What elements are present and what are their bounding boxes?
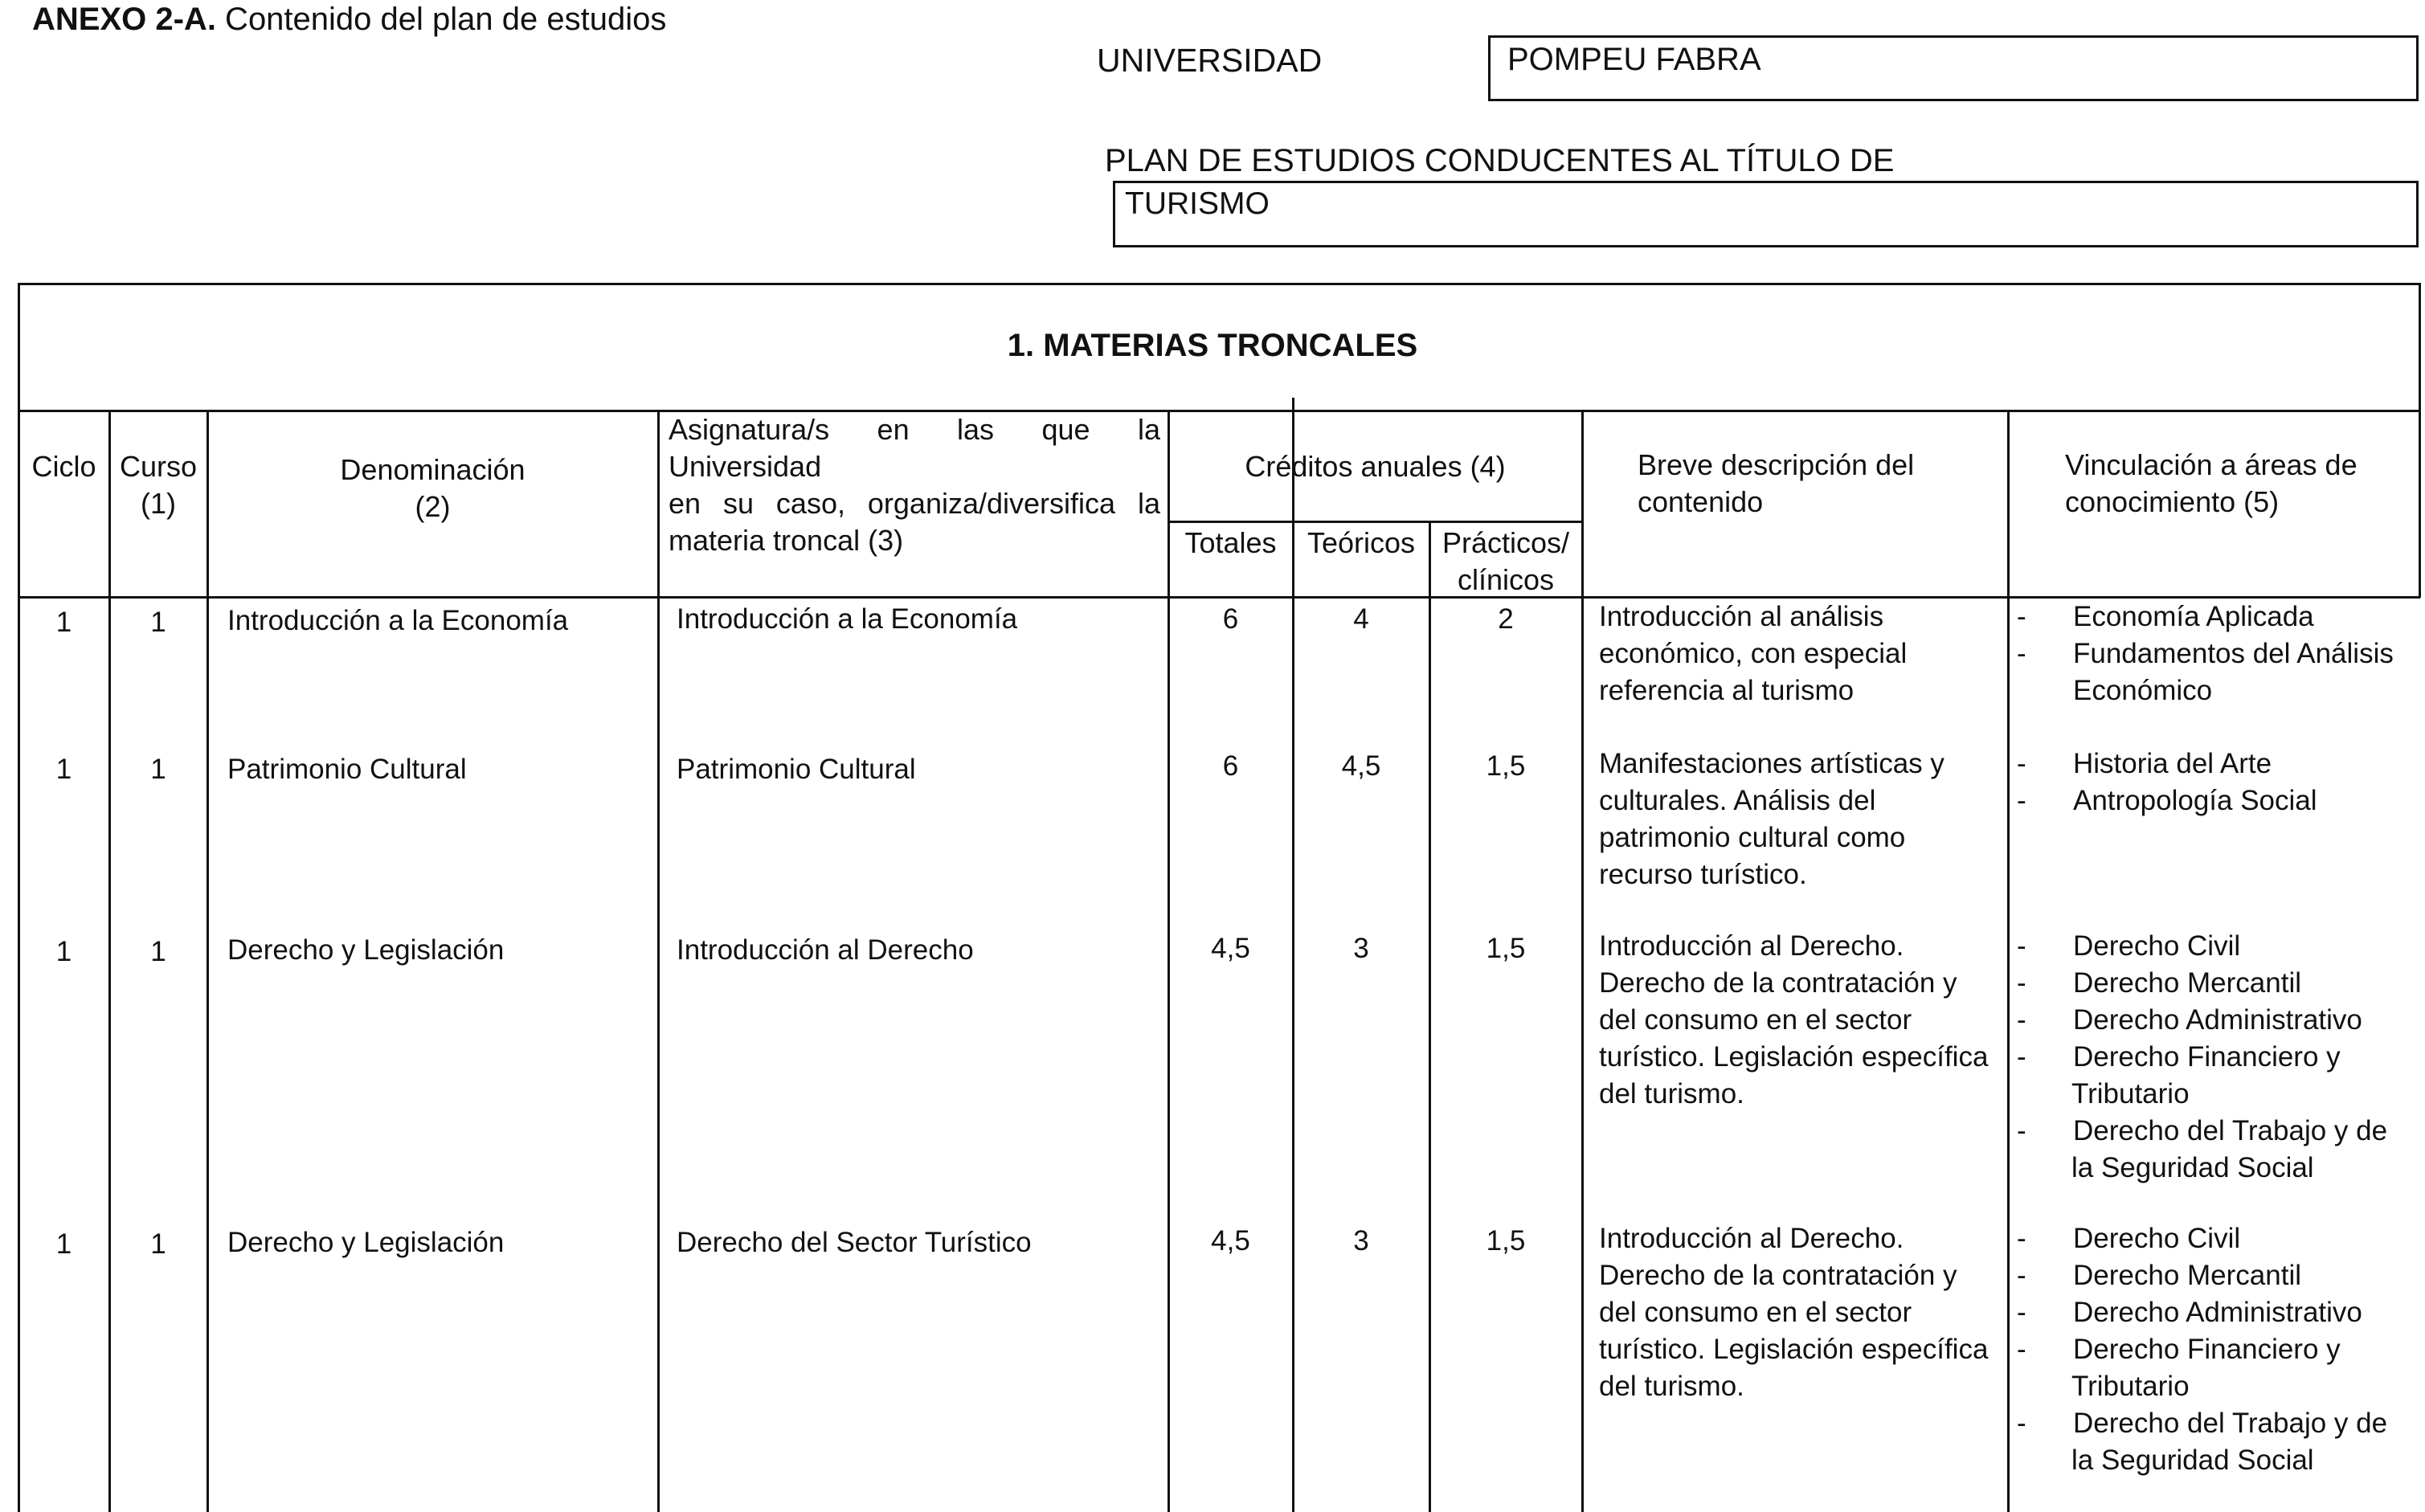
cell-totales: 6 — [1222, 603, 1239, 635]
header-teoricos: Teóricos — [1307, 526, 1416, 559]
cell-practicos: 1,5 — [1486, 933, 1526, 964]
descripcion-line: del turismo. — [1599, 1371, 1744, 1402]
header-descripcion — [1638, 447, 1999, 521]
header-practicos-line1: Prácticos/ — [1442, 526, 1570, 559]
descripcion-line: del turismo. — [1599, 1078, 1744, 1109]
cell-teoricos: 4,5 — [1341, 750, 1381, 782]
cell-areas — [2017, 746, 2415, 819]
header-denominacion-note: (2) — [415, 490, 451, 523]
header-practicos — [1430, 525, 1581, 599]
area-item-continued: la Seguridad Social — [2071, 1152, 2314, 1183]
cell-denominacion: Patrimonio Cultural — [227, 754, 467, 785]
cell-curso: 1 — [150, 936, 166, 967]
cell-denominacion: Derecho y Legislación — [227, 934, 505, 966]
section-title: 1. MATERIAS TRONCALES — [1007, 328, 1418, 363]
header-curso-note: (1) — [141, 487, 176, 520]
header-ciclo: Ciclo — [31, 450, 96, 483]
area-item: - Derecho Mercantil — [2017, 1257, 2415, 1294]
area-item: - Derecho Civil — [2017, 1220, 2415, 1257]
annex-title — [32, 0, 666, 39]
cell-denominacion: Introducción a la Economía — [227, 605, 569, 636]
descripcion-line: turístico. Legislación específica — [1599, 1041, 1989, 1073]
area-item: - Derecho Mercantil — [2017, 965, 2415, 1002]
descripcion-line: del consumo en el sector — [1599, 1297, 1912, 1328]
cell-teoricos: 3 — [1353, 1225, 1369, 1257]
cell-curso: 1 — [150, 1228, 166, 1260]
area-item: - Historia del Arte — [2017, 746, 2415, 783]
cell-areas — [2017, 928, 2415, 1076]
cell-asignatura: Derecho del Sector Turístico — [677, 1227, 1032, 1258]
header-curso — [110, 448, 207, 522]
area-item-continued: la Seguridad Social — [2071, 1445, 2314, 1476]
cell-descripcion — [1599, 1220, 2005, 1405]
descripcion-line: turístico. Legislación específica — [1599, 1334, 1989, 1365]
cell-areas — [2017, 599, 2415, 672]
cell-ciclo: 1 — [55, 936, 72, 967]
university-value: POMPEU FABRA — [1507, 42, 1761, 77]
cell-practicos: 1,5 — [1486, 750, 1526, 782]
cell-practicos: 2 — [1498, 603, 1514, 635]
cell-totales: 4,5 — [1211, 1225, 1250, 1257]
header-denominacion — [208, 452, 657, 525]
cell-descripcion — [1599, 928, 2005, 1113]
cell-descripcion — [1599, 599, 2005, 709]
cell-asignatura: Introducción al Derecho — [677, 934, 974, 966]
area-item-continued: Tributario — [2071, 1371, 2190, 1402]
area-item: - Economía Aplicada — [2017, 599, 2415, 635]
header-vinculacion — [2065, 447, 2419, 521]
header-asignatura — [669, 411, 1160, 559]
descripcion-line: Introducción al Derecho. — [1599, 1223, 1904, 1254]
plan-label: PLAN DE ESTUDIOS CONDUCENTES AL TÍTULO DE — [1105, 143, 1895, 178]
cell-ciclo: 1 — [55, 1228, 72, 1260]
annex-label: ANEXO 2-A. — [32, 2, 216, 37]
header-descripcion-line1: Breve descripción del — [1638, 448, 1915, 481]
area-item-continued: Tributario — [2071, 1078, 2190, 1109]
descripcion-line: del consumo en el sector — [1599, 1004, 1912, 1036]
header-curso-label: Curso — [119, 450, 198, 483]
area-item: - Derecho Financiero y — [2017, 1039, 2415, 1076]
cell-areas — [2017, 1405, 2415, 1442]
descripcion-line: Introducción al Derecho. — [1599, 930, 1904, 962]
cell-totales: 4,5 — [1211, 933, 1250, 964]
header-creditos: Créditos anuales (4) — [1245, 450, 1506, 483]
university-label: UNIVERSIDAD — [1097, 42, 1323, 79]
area-item: - Fundamentos del Análisis — [2017, 635, 2415, 672]
cell-teoricos: 3 — [1353, 933, 1369, 964]
descripcion-line: Derecho de la contratación y — [1599, 967, 1957, 999]
header-totales: Totales — [1184, 526, 1277, 559]
area-item: - Antropología Social — [2017, 783, 2415, 819]
cell-asignatura: Introducción a la Economía — [677, 603, 1018, 635]
cell-areas — [2017, 1113, 2415, 1150]
cell-curso: 1 — [150, 607, 166, 638]
cell-areas — [2017, 1220, 2415, 1368]
area-item: - Derecho Administrativo — [2017, 1294, 2415, 1331]
header-vinculacion-line1: Vinculación a áreas de — [2065, 448, 2358, 481]
descripcion-line: económico, con especial — [1599, 638, 1908, 669]
area-item: - Derecho Financiero y — [2017, 1331, 2415, 1368]
cell-totales: 6 — [1222, 750, 1239, 782]
cell-denominacion: Derecho y Legislación — [227, 1227, 505, 1258]
descripcion-line: referencia al turismo — [1599, 675, 1855, 706]
header-vinculacion-line2: conocimiento (5) — [2065, 485, 2280, 518]
area-item-continued: Económico — [2073, 675, 2213, 706]
cell-asignatura: Patrimonio Cultural — [677, 754, 916, 785]
header-asignatura-line2: en su caso, organiza/diversifica la — [669, 487, 1160, 520]
area-item: - Derecho del Trabajo y de — [2017, 1113, 2415, 1150]
cell-ciclo: 1 — [55, 607, 72, 638]
header-descripcion-line2: contenido — [1638, 485, 1764, 518]
header-asignatura-line3: materia troncal (3) — [669, 524, 904, 557]
header-asignatura-line1: Asignatura/s en las que la Universidad — [669, 413, 1160, 483]
descripcion-line: Derecho de la contratación y — [1599, 1260, 1957, 1291]
descripcion-line: Introducción al análisis — [1599, 601, 1884, 632]
annex-subtitle: Contenido del plan de estudios — [215, 2, 667, 37]
plan-value: TURISMO — [1125, 186, 1270, 221]
cell-descripcion — [1599, 746, 2005, 893]
cell-teoricos: 4 — [1353, 603, 1369, 635]
header-practicos-line2: clínicos — [1457, 563, 1555, 596]
descripcion-line: Manifestaciones artísticas y — [1599, 748, 1944, 779]
cell-practicos: 1,5 — [1486, 1225, 1526, 1257]
cell-curso: 1 — [150, 754, 166, 785]
descripcion-line: patrimonio cultural como — [1599, 822, 1906, 853]
descripcion-line: recurso turístico. — [1599, 859, 1807, 890]
plan-box — [1113, 181, 2419, 247]
area-item: - Derecho del Trabajo y de — [2017, 1405, 2415, 1442]
header-denominacion-label: Denominación — [340, 453, 525, 486]
descripcion-line: culturales. Análisis del — [1599, 785, 1876, 816]
area-item: - Derecho Administrativo — [2017, 1002, 2415, 1039]
area-item: - Derecho Civil — [2017, 928, 2415, 965]
cell-ciclo: 1 — [55, 754, 72, 785]
